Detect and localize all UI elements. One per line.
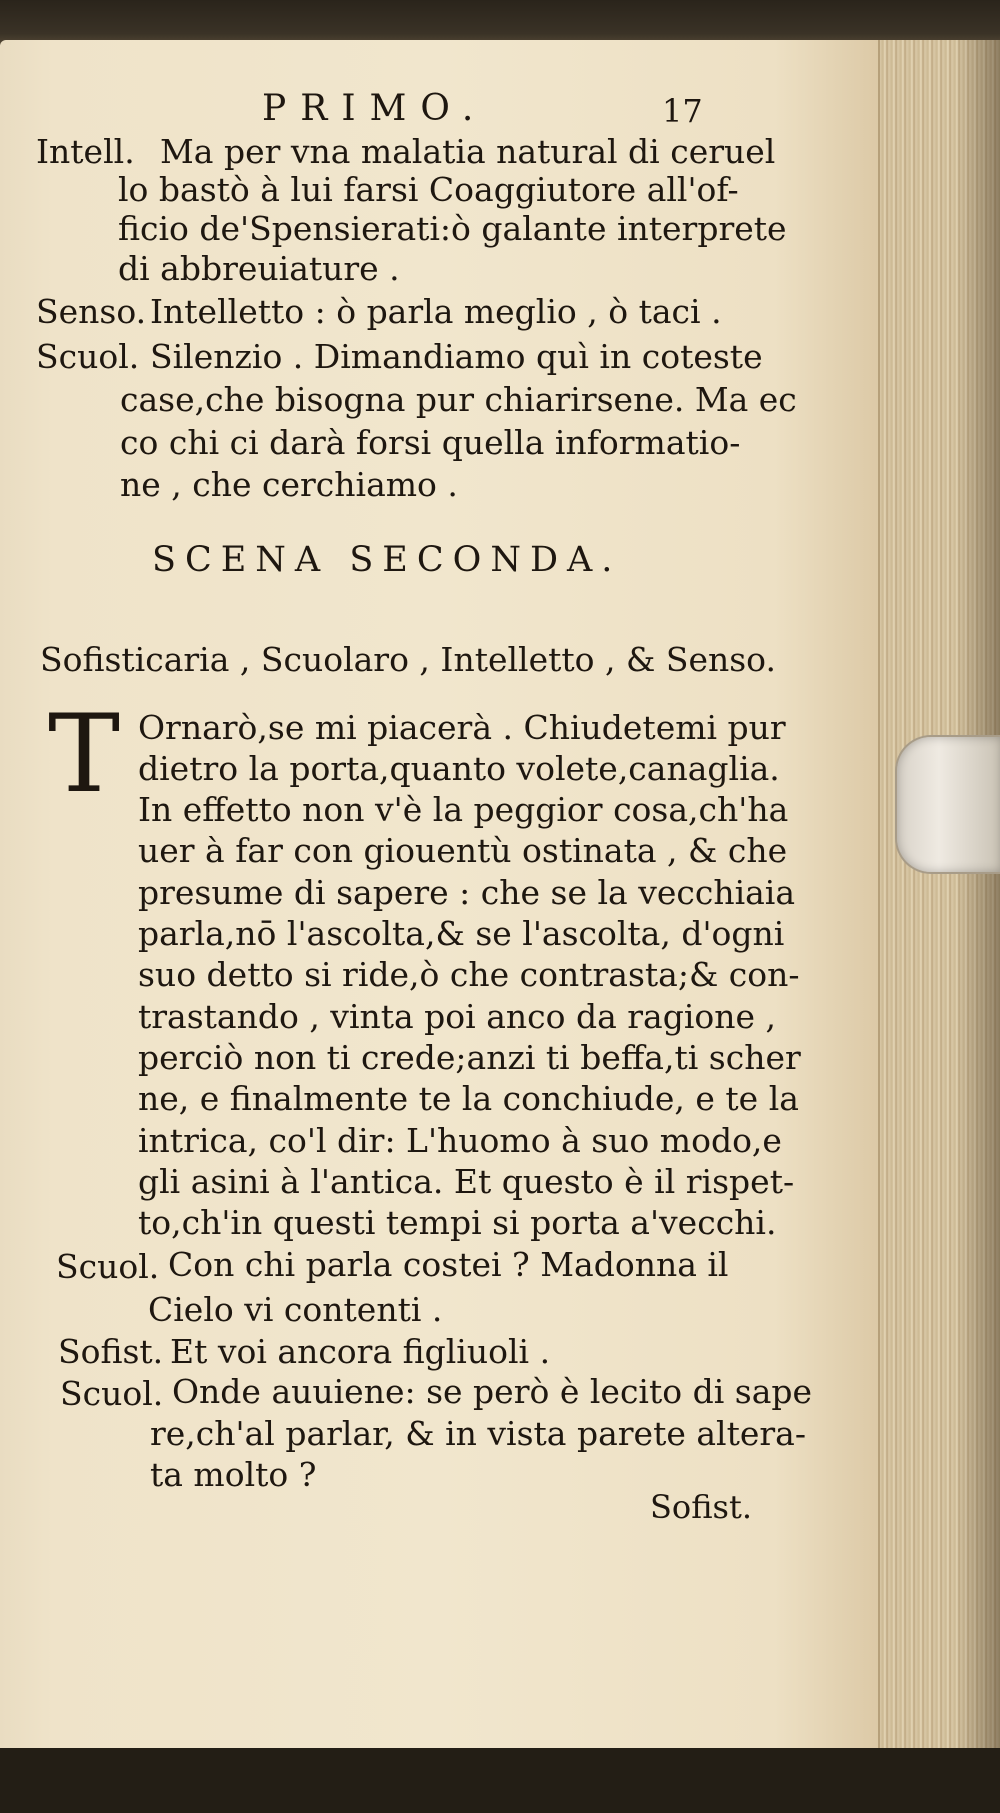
text-line: In effetto non v'è la peggior cosa,ch'ha <box>138 790 789 829</box>
text-line: ne , che cerchiamo . <box>120 465 458 504</box>
text-line: lo bastò à lui farsi Coaggiutore all'of- <box>118 170 739 209</box>
text-line: case,che bisogna pur chiarirsene. Ma ec <box>120 380 797 419</box>
bookmark-tab <box>895 735 1000 874</box>
speaker-label: Scuol. <box>36 337 140 376</box>
text-line: co chi ci darà forsi quella informatio- <box>120 423 741 462</box>
speaker-label: Scuol. <box>60 1374 164 1413</box>
text-line: perciò non ti crede;anzi ti beffa,ti scher <box>138 1038 801 1077</box>
text-line: ta molto ? <box>150 1455 317 1494</box>
text-line: uer à far con giouentù ostinata , & che <box>138 831 788 870</box>
text-line: parla,nō l'ascolta,& se l'ascolta, d'ogni <box>138 914 785 953</box>
text-line: suo detto si ride,ò che contrasta;& con- <box>138 955 800 994</box>
speaker-label: Sofist. <box>58 1332 164 1371</box>
catchword: Sofist. <box>650 1488 752 1526</box>
text-line: Cielo vi contenti . <box>148 1290 443 1329</box>
text-line: Intelletto : ò parla meglio , ò taci . <box>150 292 722 331</box>
text-line: trastando , vinta poi anco da ragione , <box>138 997 777 1036</box>
text-line: to,ch'in questi tempi si porta a'vecchi. <box>138 1203 777 1242</box>
text-line: dietro la porta,quanto volete,canaglia. <box>138 749 780 788</box>
scene-title: SCENA SECONDA. <box>152 540 622 580</box>
text-line: re,ch'al parlar, & in vista parete altera- <box>150 1414 806 1453</box>
text-line: ne, e finalmente te la conchiude, e te la <box>138 1079 799 1118</box>
page-number: 17 <box>662 92 703 130</box>
speaker-label: Intell. <box>36 132 135 171</box>
text-line: Onde auuiene: se però è lecito di sape <box>172 1372 813 1411</box>
text-line: Ma per vna malatia natural di ceruel <box>160 132 776 171</box>
text-line: Con chi parla costei ? Madonna il <box>168 1245 729 1284</box>
bottom-shadow <box>0 1748 1000 1813</box>
drop-cap: T <box>48 692 121 817</box>
text-line: Silenzio . Dimandiamo quì in coteste <box>150 337 763 376</box>
fore-edge-shadow <box>955 40 1000 1752</box>
speaker-label: Scuol. <box>56 1247 160 1286</box>
text-line: presume di sapere : che se la vecchiaia <box>138 873 796 912</box>
cast-list: Sofisticaria , Scuolaro , Intelletto , & Senso. <box>40 640 776 679</box>
text-line: intrica, co'l dir: L'huomo à suo modo,e <box>138 1121 782 1160</box>
text-line: Et voi ancora figliuoli . <box>170 1332 551 1371</box>
text-line: di abbreuiature . <box>118 249 400 288</box>
text-line: ficio de'Spensierati:ò galante interprete <box>118 209 787 248</box>
speaker-label: Senso. <box>36 292 147 331</box>
running-head: PRIMO. <box>262 88 488 129</box>
text-line: Ornarò,se mi piacerà . Chiudetemi pur <box>138 708 786 747</box>
text-line: gli asini à l'antica. Et questo è il rispet- <box>138 1162 795 1201</box>
